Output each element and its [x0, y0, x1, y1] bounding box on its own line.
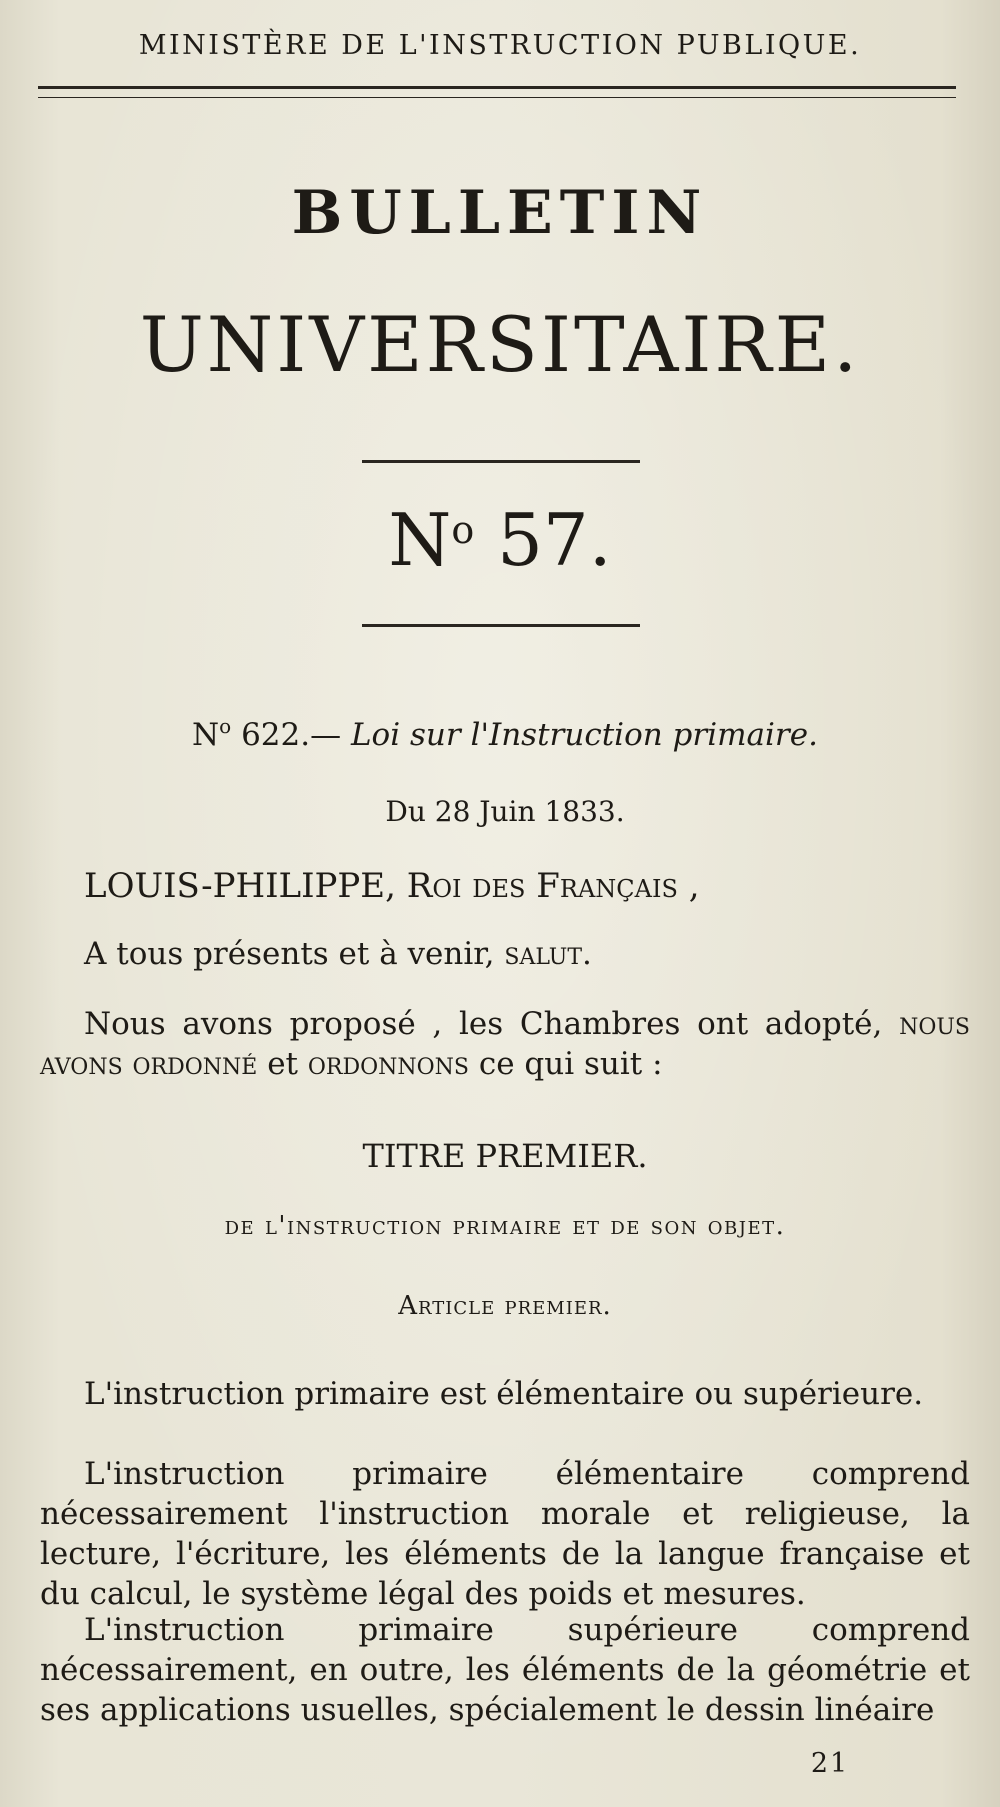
enactment-start: Nous avons proposé , les Chambres ont adopté, [84, 1006, 900, 1042]
bulletin-title-line1: BULLETIN [291, 178, 709, 248]
article-paragraph-1: L'instruction primaire est élémentaire ou supérieure. [84, 1376, 924, 1412]
law-date: Du 28 Juin 1833. [385, 795, 625, 828]
enactment-caps-1: nous avons ordonné [40, 1006, 970, 1082]
king-title: , Roi des Français , [385, 866, 700, 906]
issue-number-value: 57. [497, 498, 612, 582]
page-number: 21 [810, 1748, 850, 1779]
ministry-header: MINISTÈRE DE L'INSTRUCTION PUBLIQUE. [138, 30, 862, 61]
law-dash: — [310, 717, 342, 753]
article-paragraph-2: L'instruction primaire élémentaire comprend nécessairement l'instruction morale et religieuse, la lecture, l'écriture, les éléments de la langue française et du calcul, le système légal des poids et mesures. [40, 1456, 970, 1612]
issue-rule-top [362, 460, 640, 463]
titre-heading: TITRE PREMIER. [362, 1137, 648, 1175]
issue-number-suffix: o [451, 508, 475, 552]
issue-rule-bottom [362, 624, 640, 627]
king-name: LOUIS-PHILIPPE [84, 866, 386, 906]
enactment-end: ce qui suit : [469, 1046, 663, 1082]
enactment-paragraph [40, 1004, 970, 1084]
titre-subheading: de l'instruction primaire et de son objet. [224, 1211, 786, 1241]
salut-line [84, 934, 1000, 974]
article-heading: Article premier. [398, 1291, 612, 1321]
enactment-caps-2: ordonnons [307, 1046, 469, 1082]
header-double-rule [38, 86, 956, 98]
salut-text: A tous présents et à venir, [84, 936, 505, 972]
law-number-prefix: N [192, 717, 220, 753]
law-number-suffix: o [219, 714, 232, 738]
issue-number [0, 498, 1000, 582]
issue-number-prefix: N [388, 498, 452, 582]
bulletin-title-line2: UNIVERSITAIRE. [139, 300, 861, 389]
salut-word: salut. [504, 936, 592, 972]
show-through-texture [70, 100, 83, 135]
enactment-mid: et [257, 1046, 308, 1082]
law-heading [40, 706, 970, 755]
law-title: Loi sur l'Instruction primaire. [350, 717, 818, 753]
law-number: 622. [241, 717, 311, 753]
article-paragraph-3: L'instruction primaire supérieure comprend nécessairement, en outre, les éléments de la géométrie et ses applications usuelles, spécialement le dessin linéaire [40, 1612, 970, 1728]
king-line [84, 866, 1000, 906]
